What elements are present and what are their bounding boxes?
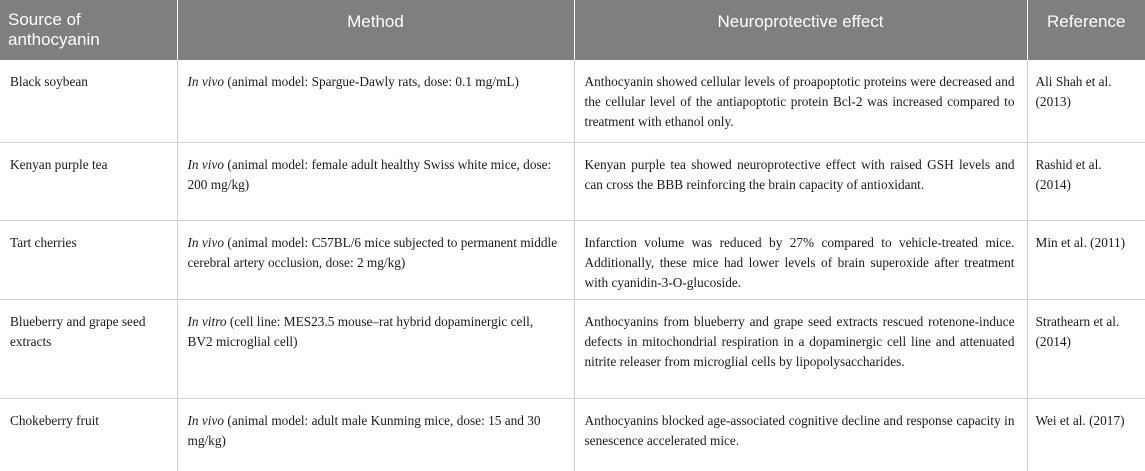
cell-reference: Wei et al. (2017) bbox=[1027, 398, 1145, 471]
header-effect: Neuroprotective effect bbox=[574, 0, 1027, 60]
cell-method bbox=[177, 220, 574, 299]
cell-source: Black soybean bbox=[0, 60, 177, 142]
method-type: In vivo bbox=[187, 74, 225, 89]
cell-reference: Strathearn et al. (2014) bbox=[1027, 299, 1145, 398]
table-row bbox=[0, 299, 1145, 398]
cell-source: Tart cherries bbox=[0, 220, 177, 299]
table-row bbox=[0, 220, 1145, 299]
cell-effect: Anthocyanin showed cellular levels of proapoptotic proteins were decreased and the cellular level of the antiapoptotic protein Bcl-2 was increased compared to treatment with ethanol only. bbox=[574, 60, 1027, 142]
table-row bbox=[0, 398, 1145, 471]
method-detail: (cell line: MES23.5 mouse–rat hybrid dopaminergic cell, BV2 microglial cell) bbox=[187, 313, 534, 349]
cell-effect: Anthocyanins from blueberry and grape seed extracts rescued rotenone-induce defects in mitochondrial respiration in a dopaminergic cell line and attenuated nitrite releaser from microglial cells by lipopolysaccharides. bbox=[574, 299, 1027, 398]
cell-reference: Ali Shah et al. (2013) bbox=[1027, 60, 1145, 142]
method-detail: (animal model: female adult healthy Swiss white mice, dose: 200 mg/kg) bbox=[187, 156, 552, 192]
method-type: In vivo bbox=[187, 412, 225, 428]
cell-reference: Min et al. (2011) bbox=[1027, 220, 1145, 299]
cell-source: Blueberry and grape seed extracts bbox=[0, 299, 177, 398]
header-source: Source of anthocyanin bbox=[0, 0, 177, 60]
cell-source: Kenyan purple tea bbox=[0, 142, 177, 220]
cell-effect: Infarction volume was reduced by 27% compared to vehicle-treated mice. Additionally, these mice had lower levels of brain superoxide after treatment with cyanidin-3-O-glucoside. bbox=[574, 220, 1027, 299]
method-type: In vivo bbox=[187, 156, 225, 172]
method-detail: (animal model: adult male Kunming mice, dose: 15 and 30 mg/kg) bbox=[187, 412, 541, 448]
table-header bbox=[0, 0, 1145, 60]
header-row bbox=[0, 0, 1145, 60]
cell-reference: Rashid et al. (2014) bbox=[1027, 142, 1145, 220]
method-detail: (animal model: Spargue-Dawly rats, dose: 0.1 mg/mL) bbox=[224, 74, 519, 89]
cell-effect: Anthocyanins blocked age-associated cognitive decline and response capacity in senescence accelerated mice. bbox=[574, 398, 1027, 471]
method-type: In vitro bbox=[187, 313, 227, 329]
cell-method bbox=[177, 299, 574, 398]
method-detail: (animal model: C57BL/6 mice subjected to permanent middle cerebral artery occlusion, dose: 2 mg/kg) bbox=[187, 234, 558, 270]
table-body bbox=[0, 60, 1145, 471]
cell-method bbox=[177, 398, 574, 471]
cell-method bbox=[177, 60, 574, 142]
cell-source: Chokeberry fruit bbox=[10, 412, 99, 428]
method-type: In vivo bbox=[187, 234, 225, 250]
cell-method bbox=[177, 142, 574, 220]
table-row bbox=[0, 142, 1145, 220]
cell-effect: Kenyan purple tea showed neuroprotective effect with raised GSH levels and can cross the BBB reinforcing the brain capacity of antioxidant. bbox=[574, 142, 1027, 220]
header-method: Method bbox=[177, 0, 574, 60]
table-row bbox=[0, 60, 1145, 142]
header-reference: Reference bbox=[1027, 0, 1145, 60]
